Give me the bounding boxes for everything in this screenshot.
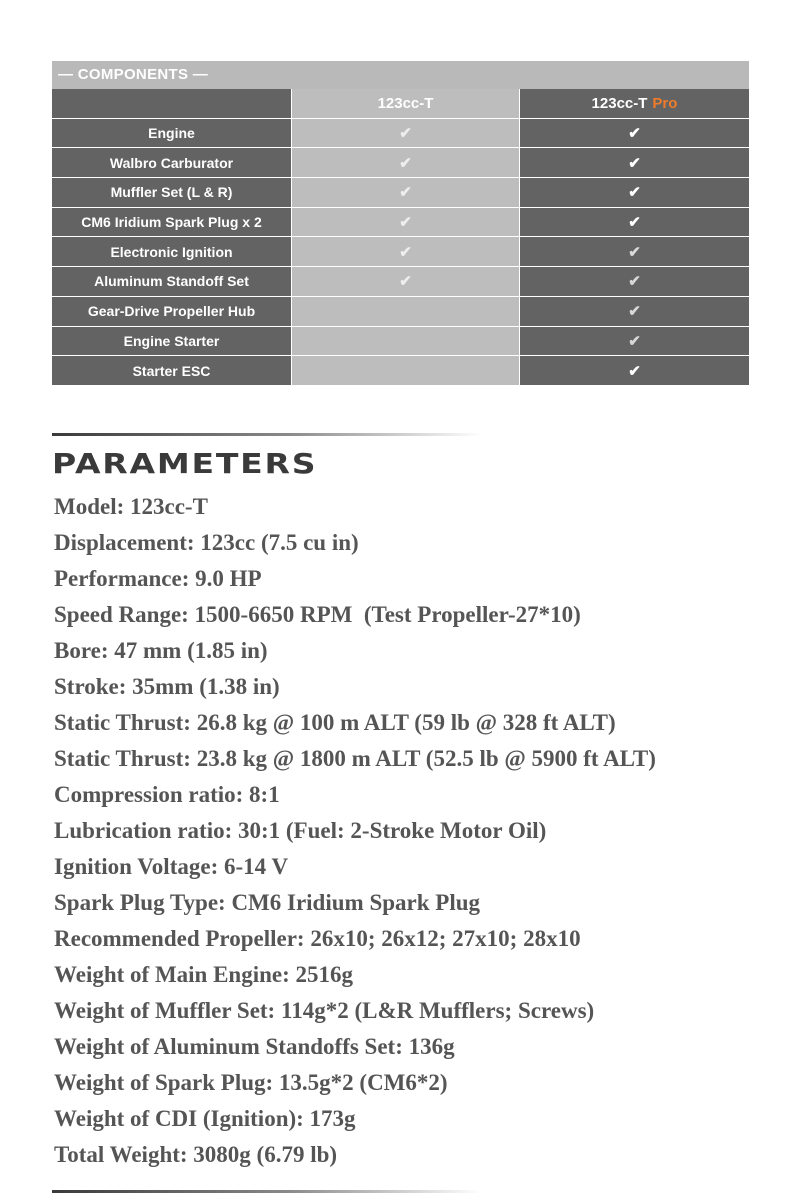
list-item: Weight of CDI (Ignition): 173g: [54, 1106, 356, 1131]
check-icon: ✔: [628, 184, 641, 202]
row-label: Engine: [52, 119, 292, 149]
check-icon: ✔: [399, 154, 412, 172]
check-icon: ✔: [399, 273, 412, 291]
row-label: Gear-Drive Propeller Hub: [52, 297, 292, 327]
components-header: — COMPONENTS —: [52, 61, 749, 89]
list-item: Lubrication ratio: 30:1 (Fuel: 2-Stroke Motor Oil): [54, 818, 547, 843]
column-header-pro-model: 123cc-T: [591, 94, 648, 112]
pro-label: Pro: [652, 94, 678, 112]
list-item: Weight of Aluminum Standoffs Set: 136g: [54, 1034, 455, 1059]
list-item: Bore: 47 mm (1.85 in): [54, 638, 268, 663]
parameters-title: PARAMETERS: [52, 447, 318, 480]
check-icon: ✔: [628, 154, 641, 172]
list-item: Static Thrust: 26.8 kg @ 100 m ALT (59 lb @ 328 ft ALT): [54, 710, 616, 735]
check-icon: ✔: [628, 125, 641, 143]
check-icon: ✔: [399, 214, 412, 232]
list-item: Speed Range: 1500-6650 RPM (Test Propeller-27*10): [54, 602, 581, 627]
row-label: Muffler Set (L & R): [52, 178, 292, 208]
table-header-row: [52, 89, 749, 119]
table-row: [52, 327, 749, 357]
list-item: Weight of Spark Plug: 13.5g*2 (CM6*2): [54, 1070, 448, 1095]
table-row: [52, 356, 749, 386]
parameters-list: [54, 489, 656, 1173]
list-item: Spark Plug Type: CM6 Iridium Spark Plug: [54, 890, 481, 915]
check-icon: ✔: [628, 273, 641, 291]
table-row: [52, 119, 749, 149]
check-icon: ✔: [628, 362, 641, 380]
table-row: [52, 237, 749, 267]
check-icon: ✔: [628, 332, 641, 350]
table-row: [52, 208, 749, 238]
section-divider-top: [52, 433, 482, 436]
components-table: [52, 61, 749, 386]
check-icon: ✔: [628, 243, 641, 261]
row-label: CM6 Iridium Spark Plug x 2: [52, 208, 292, 238]
list-item: Total Weight: 3080g (6.79 lb): [54, 1142, 338, 1167]
row-label: Engine Starter: [52, 327, 292, 357]
list-item: Displacement: 123cc (7.5 cu in): [54, 530, 359, 555]
check-icon: ✔: [399, 125, 412, 143]
row-label: Electronic Ignition: [52, 237, 292, 267]
row-label: Starter ESC: [52, 356, 292, 386]
check-icon: ✔: [399, 243, 412, 261]
table-row: [52, 178, 749, 208]
header-empty-cell: [52, 89, 292, 119]
row-label: Walbro Carburator: [52, 148, 292, 178]
table-row: [52, 267, 749, 297]
check-icon: ✔: [628, 214, 641, 232]
list-item: Recommended Propeller: 26x10; 26x12; 27x10; 28x10: [54, 926, 581, 951]
row-label: Aluminum Standoff Set: [52, 267, 292, 297]
list-item: Performance: 9.0 HP: [54, 566, 262, 591]
table-row: [52, 148, 749, 178]
list-item: Weight of Muffler Set: 114g*2 (L&R Mufflers; Screws): [54, 998, 595, 1023]
list-item: Model: 123cc-T: [54, 494, 208, 519]
list-item: Ignition Voltage: 6-14 V: [54, 854, 289, 879]
table-row: [52, 297, 749, 327]
list-item: Stroke: 35mm (1.38 in): [54, 674, 280, 699]
column-header-base: 123cc-T: [292, 89, 520, 119]
check-icon: ✔: [628, 303, 641, 321]
list-item: Static Thrust: 23.8 kg @ 1800 m ALT (52.5 lb @ 5900 ft ALT): [54, 746, 656, 771]
section-divider-bottom: [52, 1190, 482, 1193]
check-icon: ✔: [399, 184, 412, 202]
column-header-pro: [520, 89, 749, 119]
list-item: Weight of Main Engine: 2516g: [54, 962, 354, 987]
list-item: Compression ratio: 8:1: [54, 782, 280, 807]
